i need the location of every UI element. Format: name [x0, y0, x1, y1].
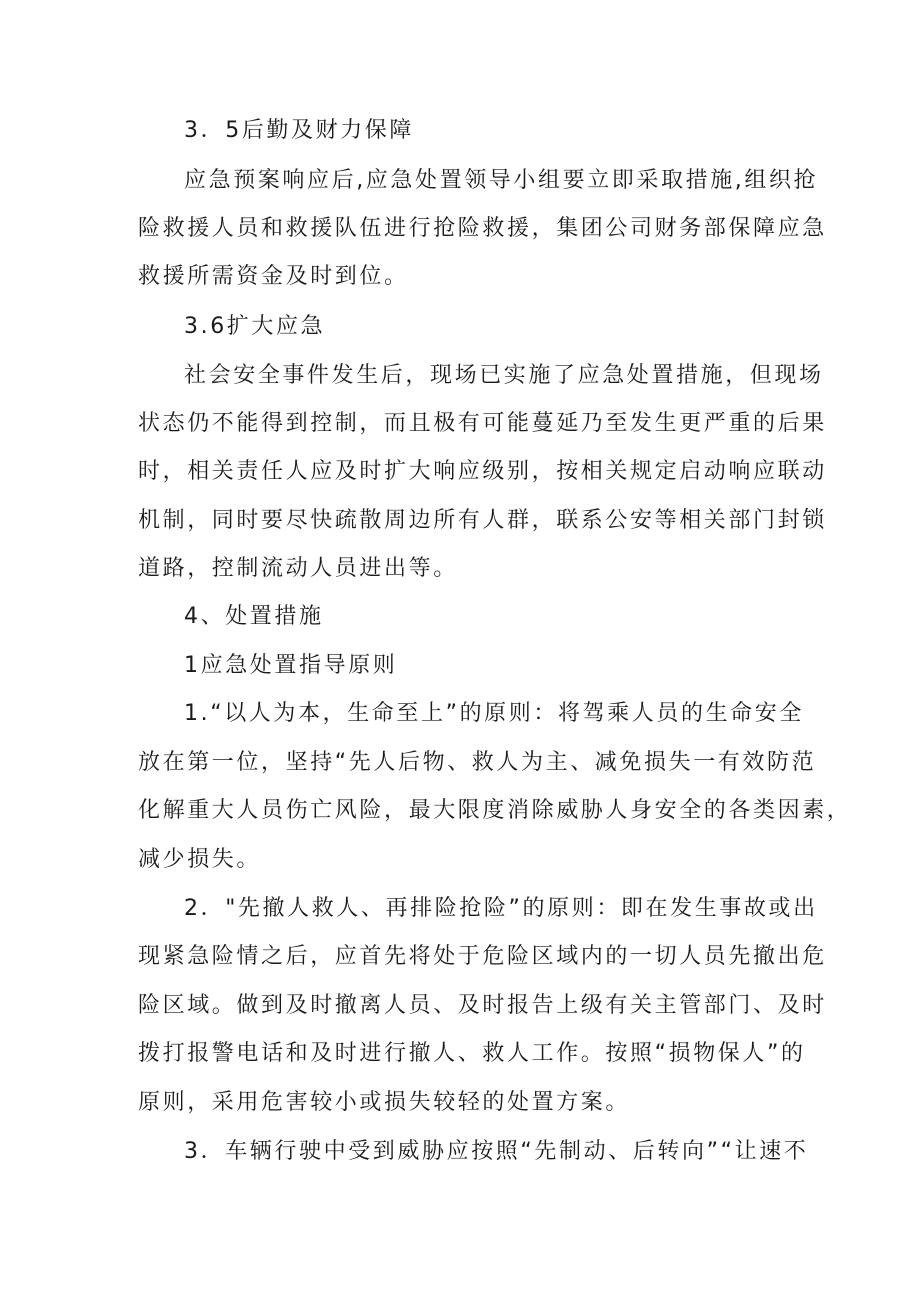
section-heading-3-6: 3.6扩大应急: [184, 314, 326, 339]
paragraph-line: 3．车辆行驶中受到威胁应按照“先制动、后转向”“让速不: [184, 1139, 809, 1164]
paragraph-line: 现紧急险情之后，应首先将处于危险区域内的一切人员先撤出危: [138, 944, 827, 969]
paragraph-line: 2．"先撤人救人、再排险抢险”的原则：即在发生事故或出: [184, 896, 818, 921]
paragraph-line: 拨打报警电话和及时进行撤人、救人工作。按照“损物保人”的: [138, 1041, 806, 1066]
section-heading-4: 4、处置措施: [184, 604, 324, 629]
paragraph-line: 险区域。做到及时撤离人员、及时报告上级有关主管部门、及时: [138, 993, 827, 1018]
paragraph-line: 减少损失。: [138, 847, 262, 872]
paragraph-line: 救援所需资金及时到位。: [138, 264, 409, 289]
paragraph-line: 道路，控制流动人员进出等。: [138, 556, 458, 581]
paragraph-line: 化解重大人员伤亡风险，最大限度消除威胁人身安全的各类因素，: [138, 798, 852, 823]
paragraph-line: 应急预案响应后,应急处置领导小组要立即采取措施,组织抢: [184, 168, 819, 193]
paragraph-line: 险救援人员和救援队伍进行抢险救援，集团公司财务部保障应急: [138, 216, 827, 241]
section-heading-3-5: 3．5后勤及财力保障: [184, 118, 414, 143]
paragraph-line: 1.“以人为本，生命至上”的原则：将驾乘人员的生命安全: [184, 701, 804, 726]
subsection-heading-1: 1应急处置指导原则: [184, 653, 398, 678]
paragraph-line: 机制，同时要尽快疏散周边所有人群，联系公安等相关部门封锁: [138, 508, 827, 533]
paragraph-line: 原则，采用危害较小或损失较轻的处置方案。: [138, 1090, 631, 1115]
paragraph-line: 放在第一位，坚持“先人后物、救人为主、减免损失一有效防范: [138, 750, 817, 775]
paragraph-line: 状态仍不能得到控制，而且极有可能蔓延乃至发生更严重的后果: [138, 411, 827, 436]
paragraph-line: 社会安全事件发生后，现场已实施了应急处置措施，但现场: [184, 363, 824, 388]
paragraph-line: 时，相关责任人应及时扩大响应级别，按相关规定启动响应联动: [138, 459, 827, 484]
